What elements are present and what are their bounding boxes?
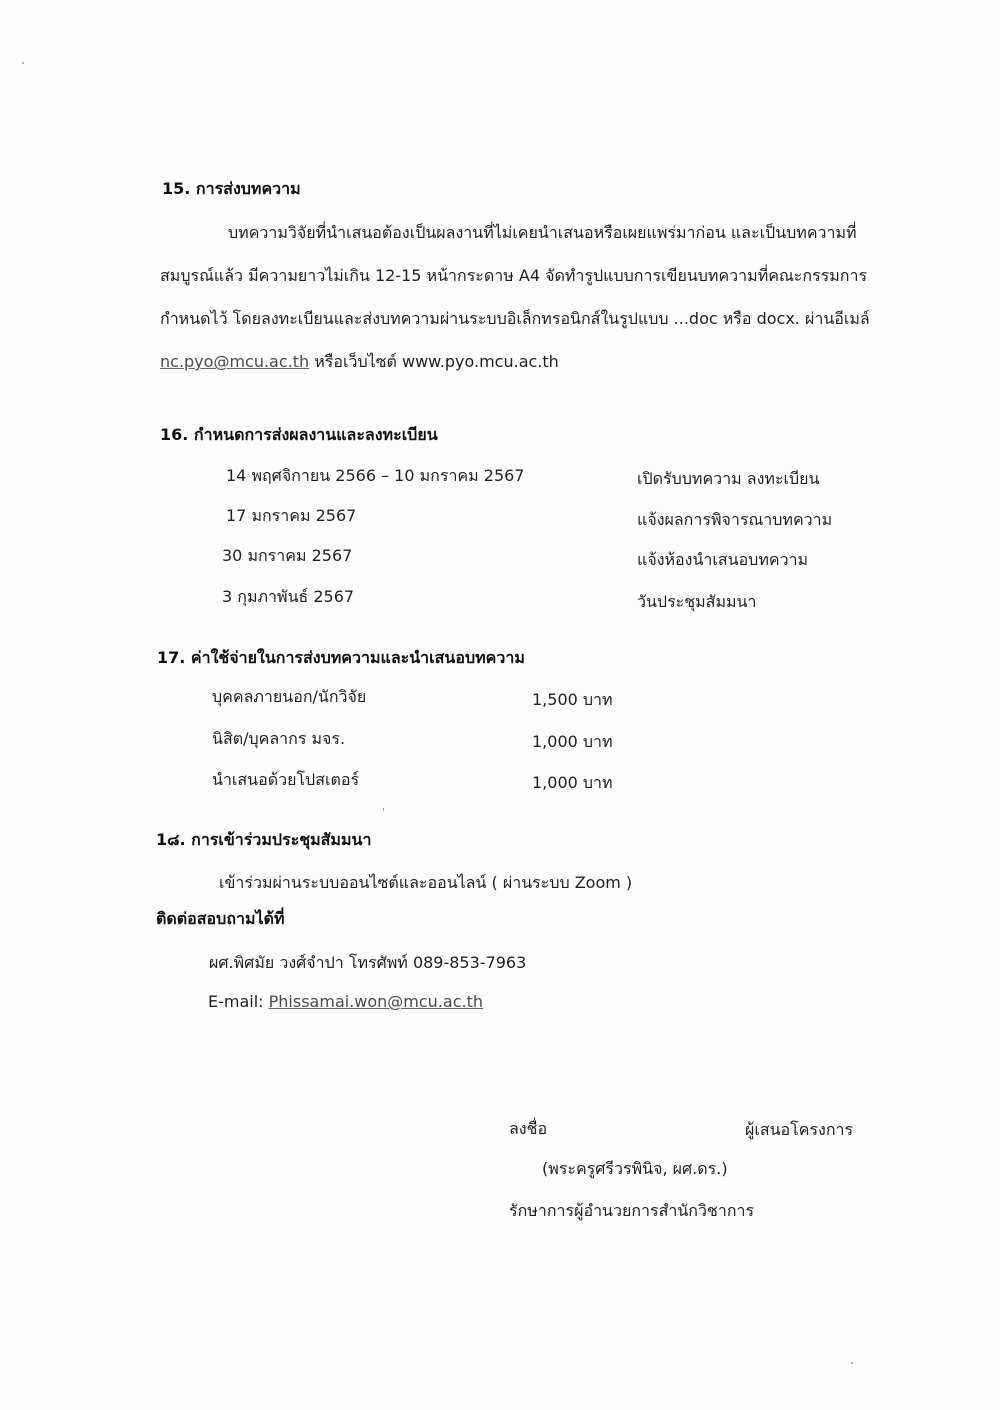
contact-heading: ติดต่อสอบถามได้ที่: [156, 909, 285, 928]
fee-label: บุคคลภายนอก/นักวิจัย: [212, 687, 367, 706]
section-16-heading: 16. กำหนดการส่งผลงานและลงทะเบียน: [160, 425, 438, 444]
schedule-date: 17 มกราคม 2567: [226, 506, 357, 525]
scan-speck: [383, 808, 384, 811]
paragraph-line: บทความวิจัยที่นำเสนอต้องเป็นผลงานที่ไม่เคยนำเสนอหรือเผยแพร่มาก่อน และเป็นบทความที่: [228, 223, 857, 242]
section-18-heading: 1๘. การเข้าร่วมประชุมสัมมนา: [156, 830, 372, 849]
schedule-event: แจ้งห้องนำเสนอบทความ: [637, 550, 809, 569]
fee-amount: 1,500 บาท: [532, 690, 613, 709]
signatory-name: (พระครูศรีวรพินิจ, ผศ.ดร.): [542, 1159, 728, 1178]
section-17-heading: 17. ค่าใช้จ่ายในการส่งบทความและนำเสนอบทความ: [157, 648, 525, 667]
schedule-event: แจ้งผลการพิจารณาบทความ: [637, 510, 833, 529]
proposer-role: ผู้เสนอโครงการ: [745, 1120, 854, 1139]
section-15-paragraph: [160, 211, 920, 383]
scan-speck: [22, 62, 24, 64]
section-15-heading: 15. การส่งบทความ: [162, 179, 301, 198]
schedule-event: เปิดรับบทความ ลงทะเบียน: [637, 469, 820, 488]
schedule-date: 14 พฤศจิกายน 2566 – 10 มกราคม 2567: [226, 466, 525, 485]
attendance-text: เข้าร่วมผ่านระบบออนไซต์และออนไลน์ ( ผ่านระบบ Zoom ): [219, 873, 633, 892]
contact-email-link[interactable]: Phissamai.won@mcu.ac.th: [268, 992, 483, 1011]
paragraph-line: กำหนดไว้ โดยลงทะเบียนและส่งบทความผ่านระบบอิเล็กทรอนิกส์ในรูปแบบ ...doc หรือ docx. ผ่านอีเมล์: [160, 309, 870, 328]
schedule-date: 3 กุมภาพันธ์ 2567: [222, 587, 355, 606]
scan-speck: [851, 1362, 853, 1364]
paragraph-line: [160, 340, 920, 383]
sign-label: ลงชื่อ: [509, 1119, 548, 1138]
signatory-position: รักษาการผู้อำนวยการสำนักวิชาการ: [509, 1201, 755, 1220]
email-label: E-mail:: [208, 992, 269, 1011]
contact-email-line: [208, 992, 483, 1011]
schedule-date: 30 มกราคม 2567: [222, 546, 353, 565]
fee-label: นิสิต/บุคลากร มจร.: [212, 729, 346, 748]
fee-label: นำเสนอด้วยโปสเตอร์: [212, 770, 360, 789]
schedule-event: วันประชุมสัมมนา: [637, 592, 757, 611]
website-text: หรือเว็บไซต์ www.pyo.mcu.ac.th: [309, 352, 559, 371]
contact-person: ผศ.พิศมัย วงศ์จำปา โทรศัพท์ 089-853-7963: [209, 953, 527, 972]
fee-amount: 1,000 บาท: [532, 732, 613, 751]
paragraph-line: สมบูรณ์แล้ว มีความยาวไม่เกิน 12-15 หน้ากระดาษ A4 จัดทำรูปแบบการเขียนบทความที่คณะกรรมการ: [160, 266, 868, 285]
submission-email-link[interactable]: nc.pyo@mcu.ac.th: [160, 352, 310, 371]
fee-amount: 1,000 บาท: [532, 773, 613, 792]
